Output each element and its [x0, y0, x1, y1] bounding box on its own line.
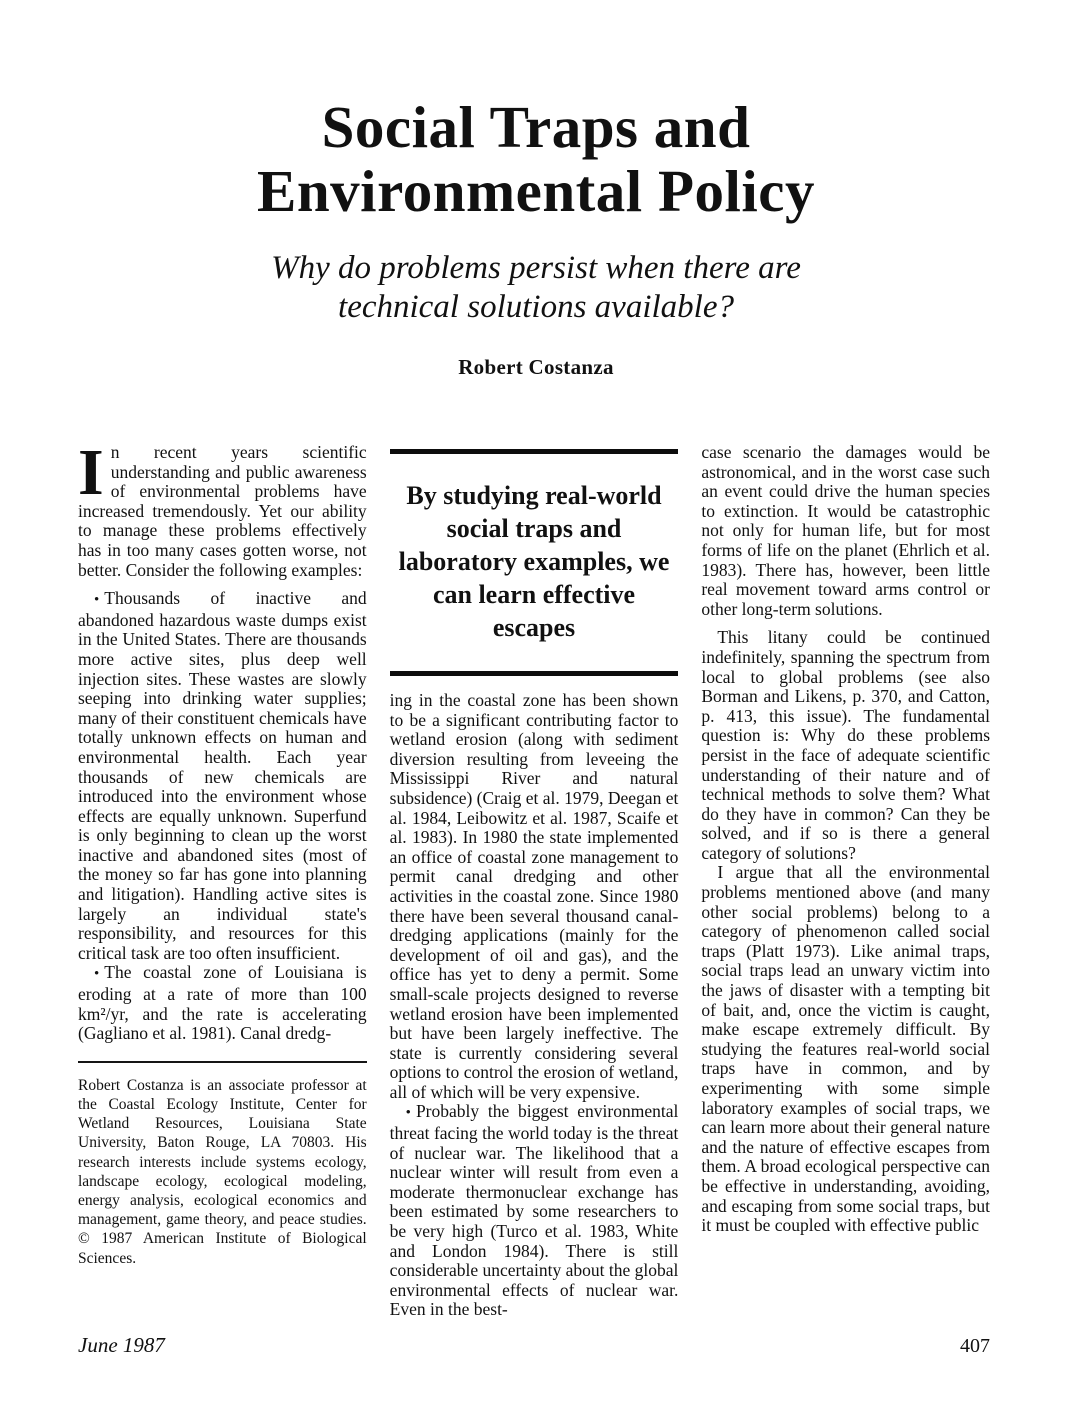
issue-date: June 1987: [78, 1333, 165, 1357]
bullet-paragraph-nuclear-war-text: Probably the biggest environmental threat facing the world today is the threat of nuclear war. The likelihood that a nuclear winter will result from even a moderate thermonuclear exchange has been estimated by some researchers to be very high (Turco et al. 1983, White and London 1984). There is still considerable uncertainty about the global environmental effects of nuclear war. Even in the best-: [389, 1101, 679, 1320]
author-footnote-text: Robert Costanza is an associate professor at the Coastal Ecology Institute, Center for Wetland Resources, Louisiana State University, Baton Rouge, LA 70803. His research interests include systems ecology, landscape ecology, ecological modeling, energy analysis, ecological economics and management, game theory, and peace studies. © 1987 American Institute of Biological Sciences.: [78, 1076, 367, 1267]
page-number: 407: [960, 1335, 990, 1357]
bullet-icon: •: [94, 592, 100, 609]
paragraph-nuclear-continuation: case scenario the damages would be astronomical, and in the worst case such an event could drive the human species to extinction. It would be catastrophic not only for human life, but for most forms of life on the planet (Ehrlich et al. 1983). There has, however, been little real movement toward arms control or other long-term solutions.: [701, 442, 991, 619]
article-title-line-2: Environmental Policy: [257, 157, 815, 224]
dropcap-letter: I: [78, 436, 104, 509]
column-left: [78, 436, 367, 1320]
column-middle: [390, 443, 679, 1320]
article-title: [0, 96, 1072, 223]
masthead: [0, 96, 1072, 380]
author-footnote: [78, 1061, 367, 1268]
pull-quote: By studying real-world social traps and laboratory examples, we can learn effective escapes: [390, 449, 679, 676]
paragraph-litany: This litany could be continued indefinitely, spanning the spectrum from local to global problems (see also Borman and Likens, p. 370, and Catton, p. 413, this issue). The fundamental question is: Why do these problems persist in the face of adequate scientific understanding of their nature and of technical methods to solve them? What do they have in common? Can they be solved, and if so is there a general category of solutions?: [701, 627, 991, 863]
bullet-paragraph-coastal-zone-text: The coastal zone of Louisiana is eroding at a rate of more than 100 km²/yr, and the rate is accelerating (Gagliano et al. 1981). Canal dredg-: [78, 962, 367, 1044]
bullet-paragraph-coastal-zone: [78, 963, 367, 1043]
article-body: [78, 436, 991, 1320]
intro-paragraph: [78, 436, 367, 580]
bullet-paragraph-nuclear-war: [390, 1102, 679, 1320]
column-right: [701, 443, 990, 1320]
intro-paragraph-text: n recent years scientific understanding and public awareness of environmental problems have increased tremendously. Yet our ability to manage these problems effectively has in too many cases gotten worse, not better. Consider the following examples:: [78, 442, 367, 580]
footnote-divider: [78, 1061, 367, 1063]
bullet-icon: •: [94, 966, 100, 983]
bullet-icon: •: [405, 1105, 411, 1122]
author-byline: Robert Costanza: [458, 355, 614, 380]
paragraph-social-traps-argument: I argue that all the environmental problems mentioned above (and many other social problems) belong to a category of phenomenon called social traps (Platt 1973). Like animal traps, social traps lead an unwary victim into the jaws of disaster with a tempting bit of bait, and, once the victim is caught, make escape extremely difficult. By studying the features real-world social traps have in common, and by experimenting with some simple laboratory examples of social traps, we can learn more about their general nature and the nature of effective escapes from them. A broad ecological perspective can be effective in understanding, avoiding, and escaping from some social traps, but it must be coupled with effective public: [701, 862, 991, 1236]
bullet-paragraph-waste-dumps-text: Thousands of inactive and abandoned hazardous waste dumps exist in the United States. There are thousands more active sites, plus deep well injection sites. These wastes are slowly seeping into drinking water supplies; many of their constituent chemicals have totally unknown effects on human and environmental health. Each year thousands of new chemicals are introduced into the environment whose effects are equally unknown. Superfund is only beginning to clean up the worst inactive and abandoned sites (most of the money so far has gone into planning and litigation). Handling active sites is largely an individual state's responsibility, and resources for this critical task are too often insufficient.: [78, 588, 367, 963]
paragraph-coastal-continuation: ing in the coastal zone has been shown to be a significant contributing factor to wetland erosion (along with sediment diversion resulting from leveeing the Mississippi River and natural subsidence) (Craig et al. 1979, Deegan et al. 1984, Leibowitz et al. 1987, Scaife et al. 1983). In 1980 the state implemented an office of coastal zone management to permit canal dredging and other activities in the coastal zone. Since 1980 there have been several thousand canal-dredging applications (mainly for the development of oil and gas), and the office has yet to deny a permit. Some small-scale projects designed to reverse wetland erosion have been implemented but have been largely ineffective. The state is currently considering several options to control the erosion of wetland, all of which will be very expensive.: [389, 690, 679, 1102]
bullet-paragraph-waste-dumps: [78, 589, 367, 963]
article-title-line-1: Social Traps and: [321, 94, 751, 160]
article-subtitle: Why do problems persist when there are technical solutions available?: [271, 250, 801, 326]
